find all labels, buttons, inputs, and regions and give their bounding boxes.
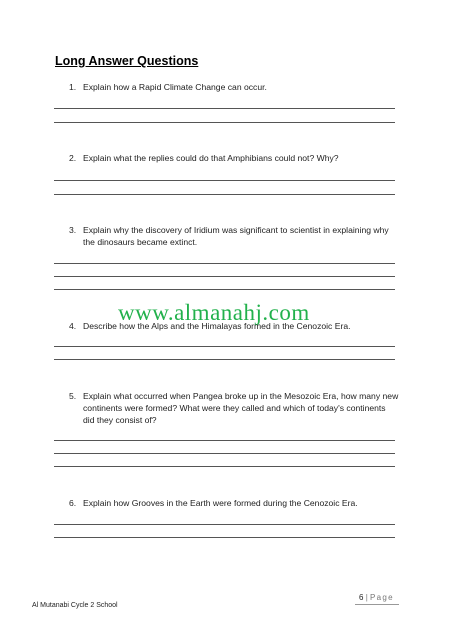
question-1: [69, 81, 399, 93]
answer-line[interactable]: [54, 466, 395, 467]
footer-divider: [355, 604, 399, 605]
question-4: [69, 320, 399, 332]
page-separator: |: [365, 593, 368, 602]
answer-line[interactable]: [54, 440, 395, 441]
question-text: Explain what the replies could do that Amphibians could not? Why?: [83, 153, 339, 163]
question-number: 2.: [69, 153, 77, 163]
answer-line[interactable]: [54, 537, 395, 538]
page-indicator: [359, 593, 394, 602]
question-5: [69, 390, 399, 426]
question-2: [69, 152, 399, 164]
question-3: [69, 224, 399, 248]
question-text: Describe how the Alps and the Himalayas formed in the Cenozoic Era.: [83, 321, 351, 331]
question-6: [69, 497, 399, 509]
answer-line[interactable]: [54, 359, 395, 360]
answer-line[interactable]: [54, 263, 395, 264]
watermark: www.almanahj.com: [118, 300, 310, 325]
page-label: Page: [370, 593, 394, 602]
question-number: 4.: [69, 321, 77, 331]
question-number: 5.: [69, 391, 77, 401]
page-number: 6: [359, 593, 364, 602]
answer-line[interactable]: [54, 194, 395, 195]
answer-line[interactable]: [54, 122, 395, 123]
question-text: Explain what occurred when Pangea broke up in the Mesozoic Era, how many new continents were formed? What were they called and which of today's continents did they consist of?: [83, 391, 399, 425]
question-text: Explain why the discovery of Iridium was significant to scientist in explaining why the dinosaurs became extinct.: [83, 225, 389, 247]
question-number: 1.: [69, 82, 77, 92]
answer-line[interactable]: [54, 276, 395, 277]
school-name: Al Mutanabi Cycle 2 School: [32, 602, 118, 609]
answer-line[interactable]: [54, 180, 395, 181]
answer-line[interactable]: [54, 453, 395, 454]
answer-line[interactable]: [54, 108, 395, 109]
section-title: Long Answer Questions: [55, 54, 199, 68]
question-text: Explain how a Rapid Climate Change can occur.: [83, 82, 267, 92]
question-text: Explain how Grooves in the Earth were formed during the Cenozoic Era.: [83, 498, 358, 508]
answer-line[interactable]: [54, 524, 395, 525]
answer-line[interactable]: [54, 289, 395, 290]
question-number: 6.: [69, 498, 77, 508]
question-number: 3.: [69, 225, 77, 235]
answer-line[interactable]: [54, 346, 395, 347]
